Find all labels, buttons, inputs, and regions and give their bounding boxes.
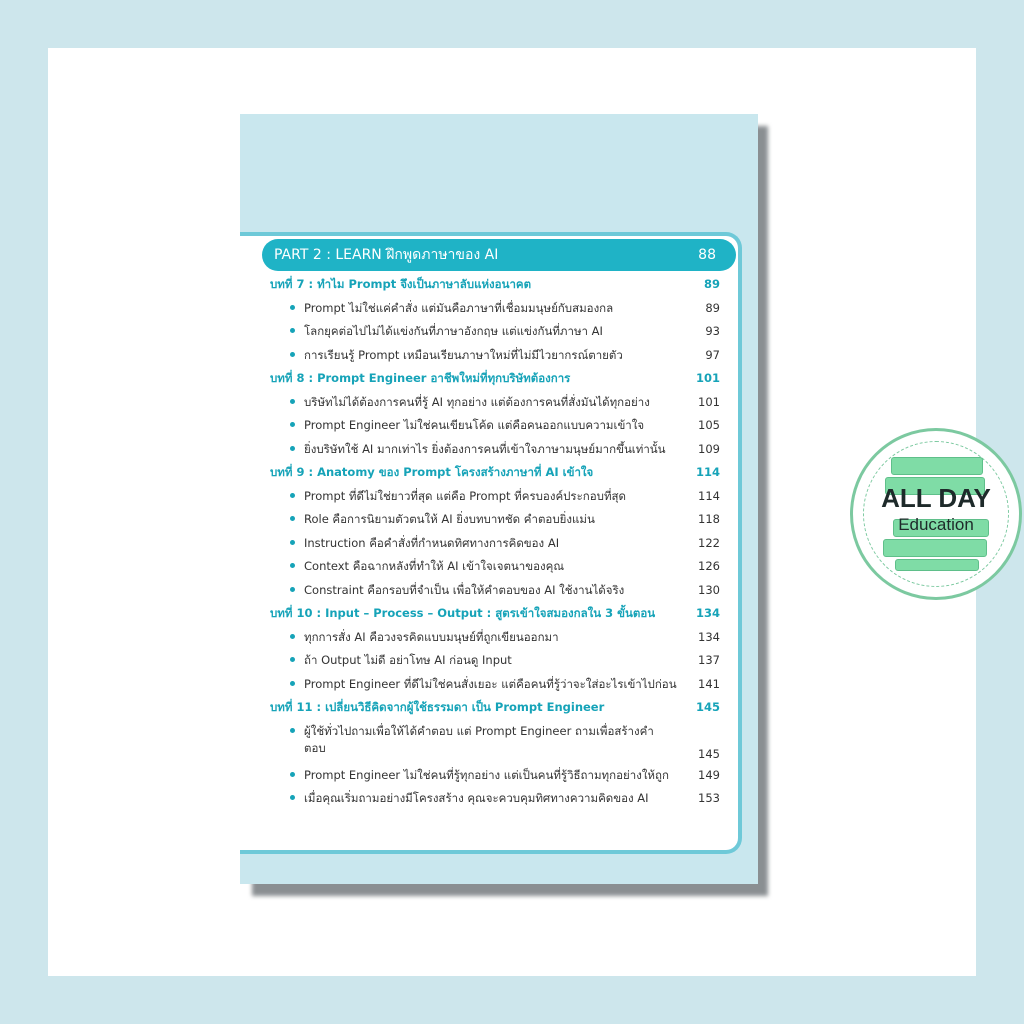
toc-page-number: 134 [698, 629, 720, 644]
bullet-icon [290, 563, 295, 568]
toc-item [270, 629, 722, 653]
bullet-icon [290, 634, 295, 639]
toc-item [270, 394, 722, 418]
part-header-bar [262, 239, 736, 271]
toc-chapter [270, 699, 722, 723]
toc-item [270, 582, 722, 606]
toc-item [270, 323, 722, 347]
toc-entry-text: ยิ่งบริษัทใช้ AI มากเท่าไร ยิ่งต้องการคนที่เข้าใจภาษามนุษย์มากขึ้นเท่านั้น [304, 441, 666, 456]
toc-page-number: 101 [695, 371, 720, 385]
toc-page-number: 93 [705, 324, 720, 338]
logo-text-all-day: ALL DAY [881, 483, 991, 513]
toc-page-number: 145 [695, 700, 720, 714]
toc-page-number: 105 [698, 418, 720, 432]
toc-entry-text: โลกยุคต่อไปไม่ได้แข่งกันที่ภาษาอังกฤษ แต่แข่งกันที่ภาษา AI [304, 324, 603, 338]
toc-entry-text: Prompt Engineer ไม่ใช่คนที่รู้ทุกอย่าง แต่เป็นคนที่รู้วิธีถามทุกอย่างให้ถูก [304, 767, 669, 782]
bullet-icon [290, 493, 295, 498]
toc-entry-text: Prompt ที่ดีไม่ใช่ยาวที่สุด แต่คือ Prompt ที่ครบองค์ประกอบที่สุด [304, 488, 627, 503]
toc-page-number: 109 [698, 441, 720, 456]
toc-item [270, 441, 722, 465]
bullet-icon [290, 305, 295, 310]
toc-page-number: 134 [695, 606, 720, 620]
bullet-icon [290, 772, 295, 777]
toc-page-number: 122 [698, 535, 720, 550]
toc-entry-text: Prompt Engineer ที่ดีไม่ใช่คนสั่งเยอะ แต่คือคนที่รู้ว่าจะใส่อะไรเข้าไปก่อน [304, 676, 677, 691]
bullet-icon [290, 795, 295, 800]
table-of-contents [270, 276, 722, 814]
toc-entry-text: Prompt Engineer ไม่ใช่คนเขียนโค้ด แต่คือคนออกแบบความเข้าใจ [304, 418, 645, 432]
toc-item [270, 676, 722, 700]
toc-page-number: 145 [698, 746, 720, 761]
toc-entry-text: Instruction คือคำสั่งที่กำหนดทิศทางการคิดของ AI [304, 535, 560, 550]
toc-entry-text: เมื่อคุณเริ่มถามอย่างมีโครงสร้าง คุณจะควบคุมทิศทางความคิดของ AI [304, 791, 649, 805]
toc-chapter [270, 605, 722, 629]
toc-entry-text: บทที่ 7 : ทำไม Prompt จึงเป็นภาษาลับแห่งอนาคต [270, 277, 532, 291]
toc-item [270, 488, 722, 512]
toc-item [270, 723, 722, 767]
toc-page-number: 118 [698, 512, 720, 526]
toc-page-number: 153 [698, 791, 720, 805]
toc-item [270, 767, 722, 791]
bullet-icon [290, 540, 295, 545]
toc-chapter [270, 370, 722, 394]
bullet-icon [290, 516, 295, 521]
toc-page-number: 149 [698, 767, 720, 782]
toc-page-number: 126 [698, 559, 720, 573]
toc-entry-text: บทที่ 11 : เปลี่ยนวิธีคิดจากผู้ใช้ธรรมดา เป็น Prompt Engineer [270, 700, 605, 714]
toc-chapter [270, 464, 722, 488]
toc-entry-text: ถ้า Output ไม่ดี อย่าโทษ AI ก่อนดู Input [304, 653, 512, 667]
toc-page-number: 89 [705, 300, 720, 315]
toc-item [270, 652, 722, 676]
bullet-icon [290, 728, 295, 733]
toc-item [270, 300, 722, 324]
toc-entry-text: Prompt ไม่ใช่แค่คำสั่ง แต่มันคือภาษาที่เชื่อมมนุษย์กับสมองกล [304, 300, 614, 315]
toc-entry-text: บริษัทไม่ได้ต้องการคนที่รู้ AI ทุกอย่าง แต่ต้องการคนที่สั่งมันได้ทุกอย่าง [304, 394, 650, 409]
toc-entry-text: บทที่ 10 : Input – Process – Output : สูตรเข้าใจสมองกลใน 3 ขั้นตอน [270, 606, 656, 620]
logo-text-education: Education [898, 515, 974, 534]
bullet-icon [290, 681, 295, 686]
bullet-icon [290, 657, 295, 662]
toc-entry-text: ทุกการสั่ง AI คือวงจรคิดแบบมนุษย์ที่ถูกเขียนออกมา [304, 629, 559, 644]
toc-page-number: 130 [698, 582, 720, 597]
toc-page-number: 89 [703, 277, 720, 291]
toc-page-number: 137 [698, 653, 720, 667]
toc-page-number: 97 [705, 347, 720, 362]
part-page-number: 88 [698, 247, 716, 263]
part-title: PART 2 : LEARN ฝึกพูดภาษาของ AI [274, 247, 499, 263]
all-day-education-logo [850, 428, 1022, 600]
toc-item [270, 347, 722, 371]
toc-chapter [270, 276, 722, 300]
bullet-icon [290, 422, 295, 427]
toc-entry-text: บทที่ 9 : Anatomy ของ Prompt โครงสร้างภาษาที่ AI เข้าใจ [270, 465, 594, 479]
toc-page-number: 141 [698, 676, 720, 691]
toc-entry-text: Context คือฉากหลังที่ทำให้ AI เข้าใจเจตนาของคุณ [304, 559, 564, 573]
toc-entry-text: ผู้ใช้ทั่วไปถามเพื่อให้ได้คำตอบ แต่ Prompt Engineer ถามเพื่อสร้างคำตอบ [304, 723, 654, 755]
toc-entry-text: Role คือการนิยามตัวตนให้ AI ยิ่งบทบาทชัด คำตอบยิ่งแม่น [304, 512, 595, 526]
toc-entry-text: Constraint คือกรอบที่จำเป็น เพื่อให้คำตอบของ AI ใช้งานได้จริง [304, 582, 625, 597]
bullet-icon [290, 399, 295, 404]
toc-item [270, 535, 722, 559]
bullet-icon [290, 587, 295, 592]
toc-page-number: 114 [698, 488, 720, 503]
bullet-icon [290, 328, 295, 333]
toc-item [270, 417, 722, 441]
bullet-icon [290, 352, 295, 357]
toc-page-number: 114 [695, 465, 720, 479]
toc-item [270, 558, 722, 582]
toc-item [270, 790, 722, 814]
bullet-icon [290, 446, 295, 451]
toc-entry-text: บทที่ 8 : Prompt Engineer อาชีพใหม่ที่ทุกบริษัทต้องการ [270, 371, 571, 385]
toc-entry-text: การเรียนรู้ Prompt เหมือนเรียนภาษาใหม่ที่ไม่มีไวยากรณ์ตายตัว [304, 347, 623, 362]
toc-item [270, 511, 722, 535]
toc-page-number: 101 [698, 394, 720, 409]
